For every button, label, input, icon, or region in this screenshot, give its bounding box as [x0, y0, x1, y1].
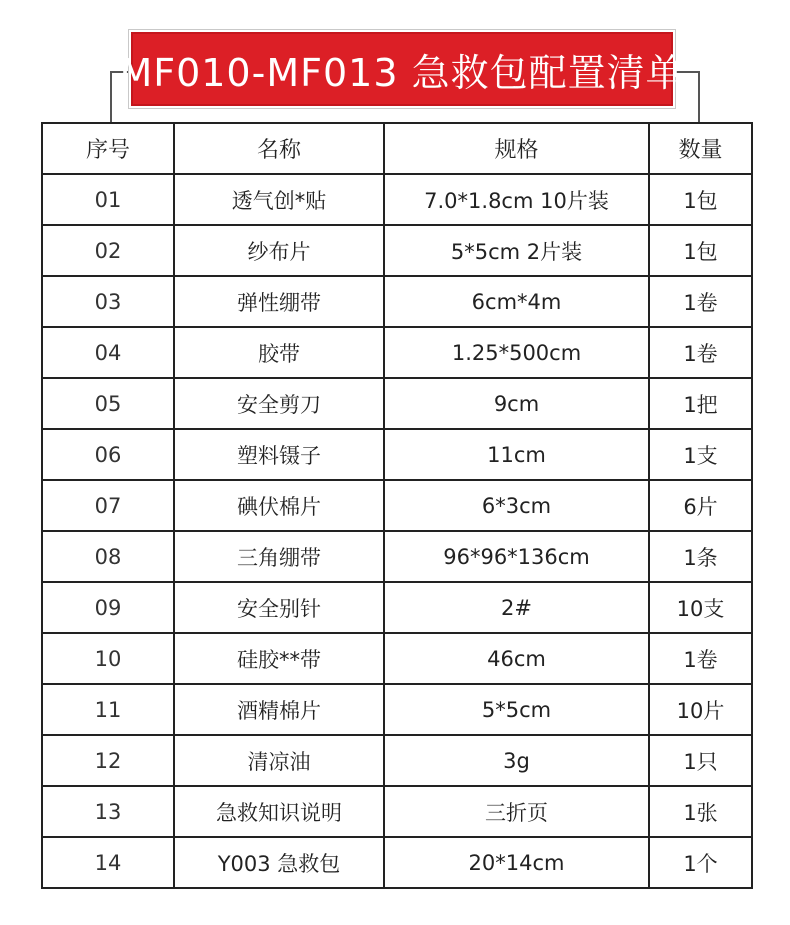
cell-name: 弹性绷带 [174, 276, 384, 327]
cell-index: 11 [42, 684, 174, 735]
cell-index: 03 [42, 276, 174, 327]
cell-index: 14 [42, 837, 174, 888]
cell-quantity: 1把 [649, 378, 752, 429]
cell-quantity: 1只 [649, 735, 752, 786]
cell-name: 三角绷带 [174, 531, 384, 582]
cell-spec: 7.0*1.8cm 10片装 [384, 174, 649, 225]
cell-spec: 3g [384, 735, 649, 786]
table-row [42, 429, 752, 480]
cell-index: 07 [42, 480, 174, 531]
title-bracket-left-vertical [110, 71, 112, 122]
cell-name: 急救知识说明 [174, 786, 384, 837]
cell-index: 13 [42, 786, 174, 837]
table-row [42, 531, 752, 582]
cell-index: 12 [42, 735, 174, 786]
header-index: 序号 [42, 123, 174, 174]
cell-name: Y003 急救包 [174, 837, 384, 888]
configuration-table [41, 122, 753, 889]
table-row [42, 735, 752, 786]
cell-quantity: 1支 [649, 429, 752, 480]
cell-quantity: 1个 [649, 837, 752, 888]
cell-name: 塑料镊子 [174, 429, 384, 480]
cell-index: 05 [42, 378, 174, 429]
cell-quantity: 1包 [649, 225, 752, 276]
cell-quantity: 6片 [649, 480, 752, 531]
cell-name: 安全剪刀 [174, 378, 384, 429]
cell-quantity: 1张 [649, 786, 752, 837]
table-header-row [42, 123, 752, 174]
cell-quantity: 1卷 [649, 276, 752, 327]
title-box [119, 32, 685, 106]
cell-index: 06 [42, 429, 174, 480]
cell-name: 安全别针 [174, 582, 384, 633]
cell-spec: 2# [384, 582, 649, 633]
cell-spec: 96*96*136cm [384, 531, 649, 582]
table-row [42, 837, 752, 888]
table-row [42, 480, 752, 531]
header-name: 名称 [174, 123, 384, 174]
cell-index: 01 [42, 174, 174, 225]
page-title: MF010-MF013 急救包配置清单 [119, 50, 685, 95]
header-spec: 规格 [384, 123, 649, 174]
title-banner [0, 0, 790, 120]
cell-quantity: 1包 [649, 174, 752, 225]
table-row [42, 684, 752, 735]
header-quantity: 数量 [649, 123, 752, 174]
cell-spec: 6*3cm [384, 480, 649, 531]
cell-quantity: 1卷 [649, 327, 752, 378]
cell-quantity: 10片 [649, 684, 752, 735]
cell-index: 04 [42, 327, 174, 378]
cell-spec: 5*5cm [384, 684, 649, 735]
title-bracket-right-vertical [698, 71, 700, 122]
cell-spec: 6cm*4m [384, 276, 649, 327]
cell-index: 08 [42, 531, 174, 582]
cell-spec: 三折页 [384, 786, 649, 837]
table-row [42, 174, 752, 225]
cell-name: 胶带 [174, 327, 384, 378]
cell-quantity: 1条 [649, 531, 752, 582]
table-row [42, 633, 752, 684]
table-row [42, 582, 752, 633]
cell-spec: 5*5cm 2片装 [384, 225, 649, 276]
cell-name: 清凉油 [174, 735, 384, 786]
cell-quantity: 10支 [649, 582, 752, 633]
cell-spec: 20*14cm [384, 837, 649, 888]
cell-spec: 9cm [384, 378, 649, 429]
cell-index: 10 [42, 633, 174, 684]
table-row [42, 276, 752, 327]
table-row [42, 786, 752, 837]
cell-index: 09 [42, 582, 174, 633]
cell-name: 透气创*贴 [174, 174, 384, 225]
cell-index: 02 [42, 225, 174, 276]
cell-quantity: 1卷 [649, 633, 752, 684]
table-row [42, 225, 752, 276]
cell-spec: 11cm [384, 429, 649, 480]
cell-name: 硅胶**带 [174, 633, 384, 684]
cell-name: 酒精棉片 [174, 684, 384, 735]
table-row [42, 378, 752, 429]
cell-spec: 46cm [384, 633, 649, 684]
cell-name: 纱布片 [174, 225, 384, 276]
table-row [42, 327, 752, 378]
cell-spec: 1.25*500cm [384, 327, 649, 378]
cell-name: 碘伏棉片 [174, 480, 384, 531]
